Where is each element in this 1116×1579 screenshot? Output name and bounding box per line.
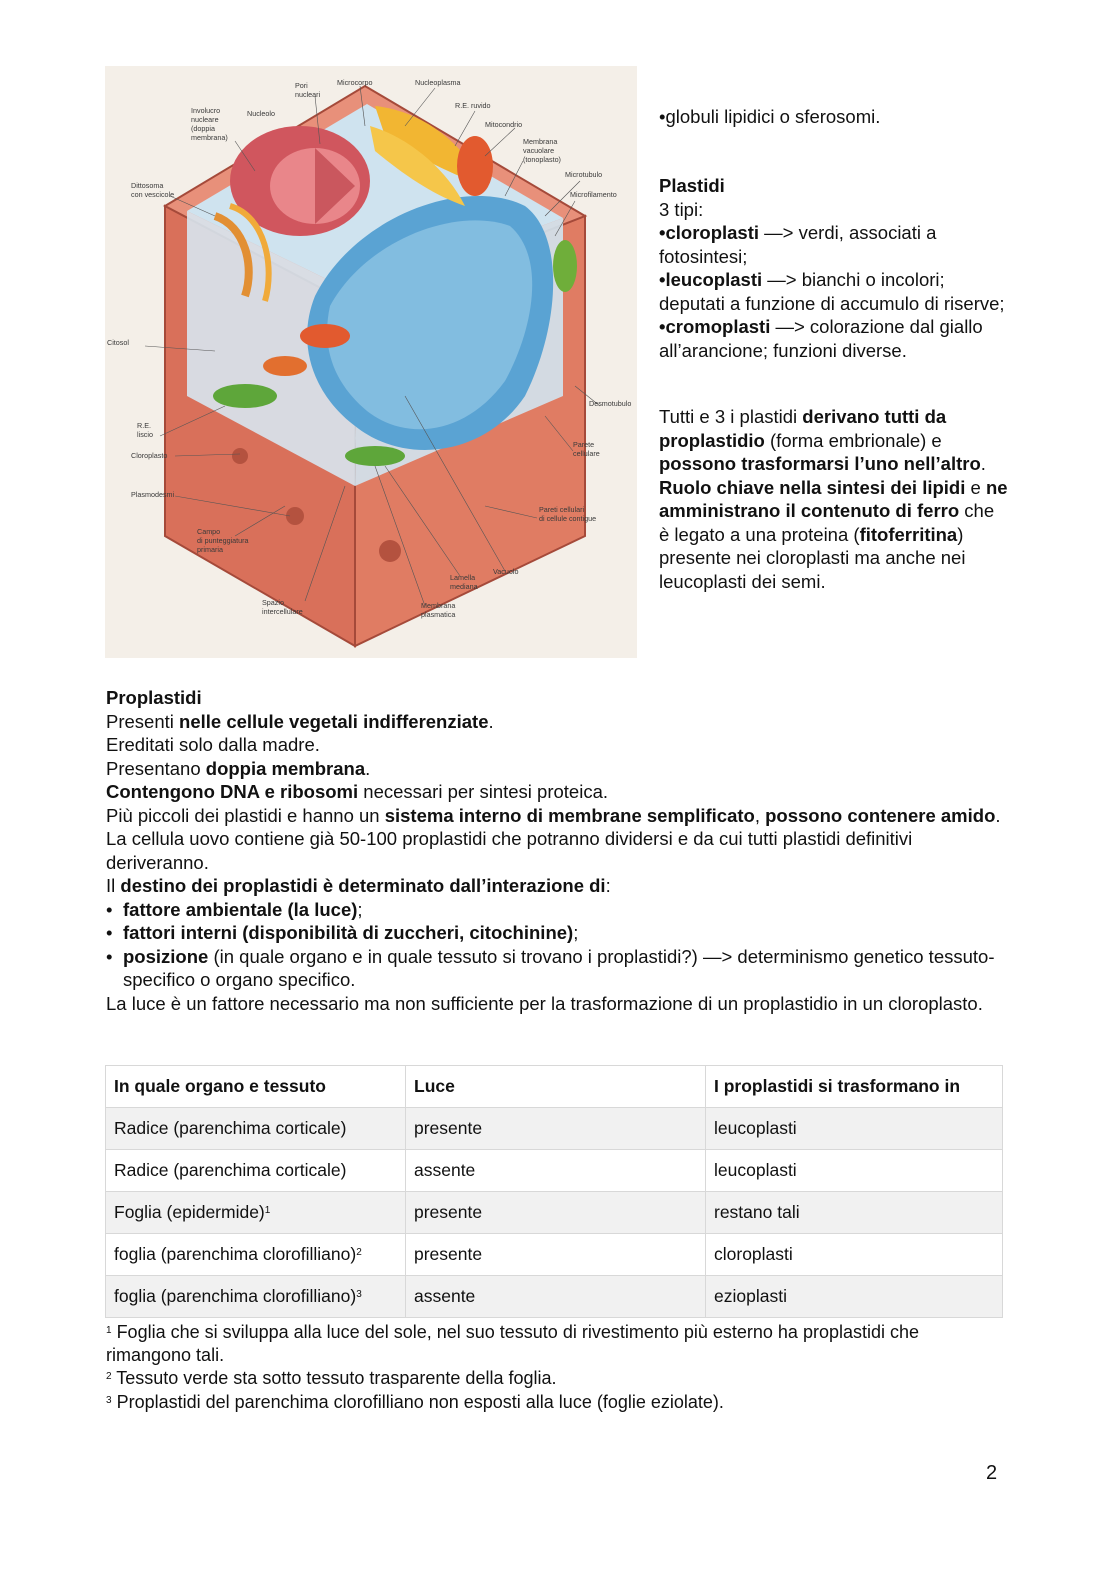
globuli-text: •globuli lipidici o sferosomi. <box>659 106 881 127</box>
header-trasformano: I proplastidi si trasformano in <box>706 1066 1003 1108</box>
proplastidi-table <box>105 1065 1003 1318</box>
line-presenti: Presenti nelle cellule vegetali indifferenziate. <box>106 710 494 732</box>
plastidi-heading: Plastidi <box>659 175 725 196</box>
label-pori-1: Pori <box>295 81 308 90</box>
label-microtubulo: Microtubulo <box>565 170 603 179</box>
label-membrana-vac-1: Membrana <box>523 137 558 146</box>
tre-tipi-text: 3 tipi: <box>659 198 704 220</box>
line-dna: Contengono DNA e ribosomi necessari per sintesi proteica. <box>106 781 609 802</box>
line-membrana: Presentano doppia membrana. <box>106 757 371 779</box>
label-re-ruvido: R.E. ruvido <box>455 101 491 110</box>
label-re-liscio-1: R.E. <box>137 421 151 430</box>
label-involucro-1: Involucro <box>191 106 221 115</box>
label-vacuolo: Vacuolo <box>493 567 519 576</box>
label-nucleolo: Nucleolo <box>247 109 275 118</box>
cromoplasti-item: •cromoplasti —> colorazione dal giallo all’arancione; funzioni diverse. <box>659 316 983 361</box>
bullet-luce: • fattore ambientale (la luce); <box>106 898 1006 922</box>
plastidi-section <box>659 174 1009 362</box>
label-pori-2: nucleari <box>295 90 321 99</box>
label-dittosoma-2: con vescicole <box>131 190 175 199</box>
bullet-fattori-interni: • fattori interni (disponibilità di zuccheri, citochinine); <box>106 921 1006 945</box>
bullet-posizione: • posizione (in quale organo e in quale tessuto si trovano i proplastidi?) —> determinismo genetico tessuto-specifico o organo specifico. <box>106 945 1006 992</box>
label-mitocondrio: Mitocondrio <box>485 120 523 129</box>
line-ereditati: Ereditati solo dalla madre. <box>106 734 320 755</box>
line-luce-fattore: La luce è un fattore necessario ma non sufficiente per la trasformazione di un proplastidio in un cloroplasto. <box>106 992 983 1014</box>
label-microfilamento: Microfilamento <box>570 190 617 199</box>
plant-cell-illustration <box>105 66 637 658</box>
label-involucro-2: nucleare <box>191 115 219 124</box>
label-membrana-pl-1: Membrana <box>421 601 456 610</box>
footnote-2: $^2$ Tessuto verde sta sotto tessuto trasparente della foglia. <box>106 1368 557 1388</box>
label-parete-1: Parete <box>573 440 595 449</box>
label-pareti-contigue-2: di cellule contigue <box>539 514 597 523</box>
label-dittosoma-1: Dittosoma <box>131 181 164 190</box>
right-column <box>659 105 1009 129</box>
label-membrana-vac-3: (tonoplasto) <box>523 155 561 164</box>
header-luce: Luce <box>406 1066 706 1108</box>
label-microcorpo: Microcorpo <box>337 78 373 87</box>
line-cellula-uovo: La cellula uovo contiene già 50-100 proplastidi che potranno dividersi e da cui tutti plastidi definitivi deriveranno. <box>106 828 913 873</box>
derivazione-paragraph: Tutti e 3 i plastidi derivano tutti da proplastidio (forma embrionale) e possono trasformarsi l’uno nell’altro. Ruolo chiave nella sintesi dei lipidi e ne amministrano il contenuto di ferro che è legato a una proteina (fitoferritina) presente nei cloroplasti ma anche nei leucoplasti dei semi. <box>659 406 1008 592</box>
ruolo-paragraph: Ruolo chiave nella sintesi dei lipidi e ne amministrano il contenuto di ferro che è legato a una proteina (fitoferritina) presente nei cloroplasti ma anche nei leucoplasti dei semi. <box>659 476 1008 592</box>
label-campo-3: primaria <box>197 545 223 554</box>
label-lamella-2: mediana <box>450 582 478 591</box>
label-desmotubulo: Desmotubulo <box>589 399 632 408</box>
line-destino: Il destino dei proplastidi è determinato dall’interazione di: <box>106 875 611 896</box>
label-spazio-1: Spazio <box>262 598 284 607</box>
page-number: 2 <box>986 1462 998 1484</box>
footnote-1: $^1$ Foglia che si sviluppa alla luce del sole, nel suo tessuto di rivestimento più esterno ha proplastidi che rimangono tali. <box>106 1322 920 1365</box>
label-pareti-contigue-1: Pareti cellulari <box>539 505 585 514</box>
footnote-3: $^3$ Proplastidi del parenchima clorofilliano non esposti alla luce (foglie eziolate). <box>106 1391 724 1412</box>
footnotes <box>106 1320 1006 1413</box>
line-piccoli: Più piccoli dei plastidi e hanno un sistema interno di membrane semplificato, possono contenere amido. <box>106 804 1001 826</box>
label-spazio-2: intercellulare <box>262 607 303 616</box>
label-campo-2: di punteggiatura <box>197 536 249 545</box>
cloroplasti-item: •cloroplasti —> verdi, associati a fotosintesi; <box>659 222 937 267</box>
plant-cell-figure <box>105 66 637 658</box>
label-parete-2: cellulare <box>573 449 600 458</box>
table-row: foglia (parenchima clorofilliano)$^3$ assente ezioplasti <box>106 1276 1003 1318</box>
table-row: Foglia (epidermide)$^1$ presente restano tali <box>106 1192 1003 1234</box>
table-row: Radice (parenchima corticale) assente leucoplasti <box>106 1150 1003 1192</box>
label-lamella-1: Lamella <box>450 573 476 582</box>
header-organo: In quale organo e tessuto <box>106 1066 406 1108</box>
label-campo-1: Campo <box>197 527 221 536</box>
label-citosol: Citosol <box>107 338 129 347</box>
table-row: foglia (parenchima clorofilliano)$^2$ presente cloroplasti <box>106 1234 1003 1276</box>
table-header-row <box>106 1066 1003 1108</box>
label-membrana-pl-2: plasmatica <box>421 610 456 619</box>
label-re-liscio-2: liscio <box>137 430 153 439</box>
label-involucro-4: membrana) <box>191 133 228 142</box>
label-cloroplasto: Cloroplasto <box>131 451 168 460</box>
label-involucro-3: (doppia <box>191 124 215 133</box>
label-membrana-vac-2: vacuolare <box>523 146 555 155</box>
label-nucleoplasma: Nucleoplasma <box>415 78 461 87</box>
proplastidi-section <box>106 686 1006 1015</box>
label-plasmodesmi: Plasmodesmi <box>131 490 175 499</box>
table-row: Radice (parenchima corticale) presente leucoplasti <box>106 1108 1003 1150</box>
proplastidi-heading: Proplastidi <box>106 687 202 708</box>
leucoplasti-item: •leucoplasti —> bianchi o incolori; deputati a funzione di accumulo di riserve; <box>659 269 1005 314</box>
